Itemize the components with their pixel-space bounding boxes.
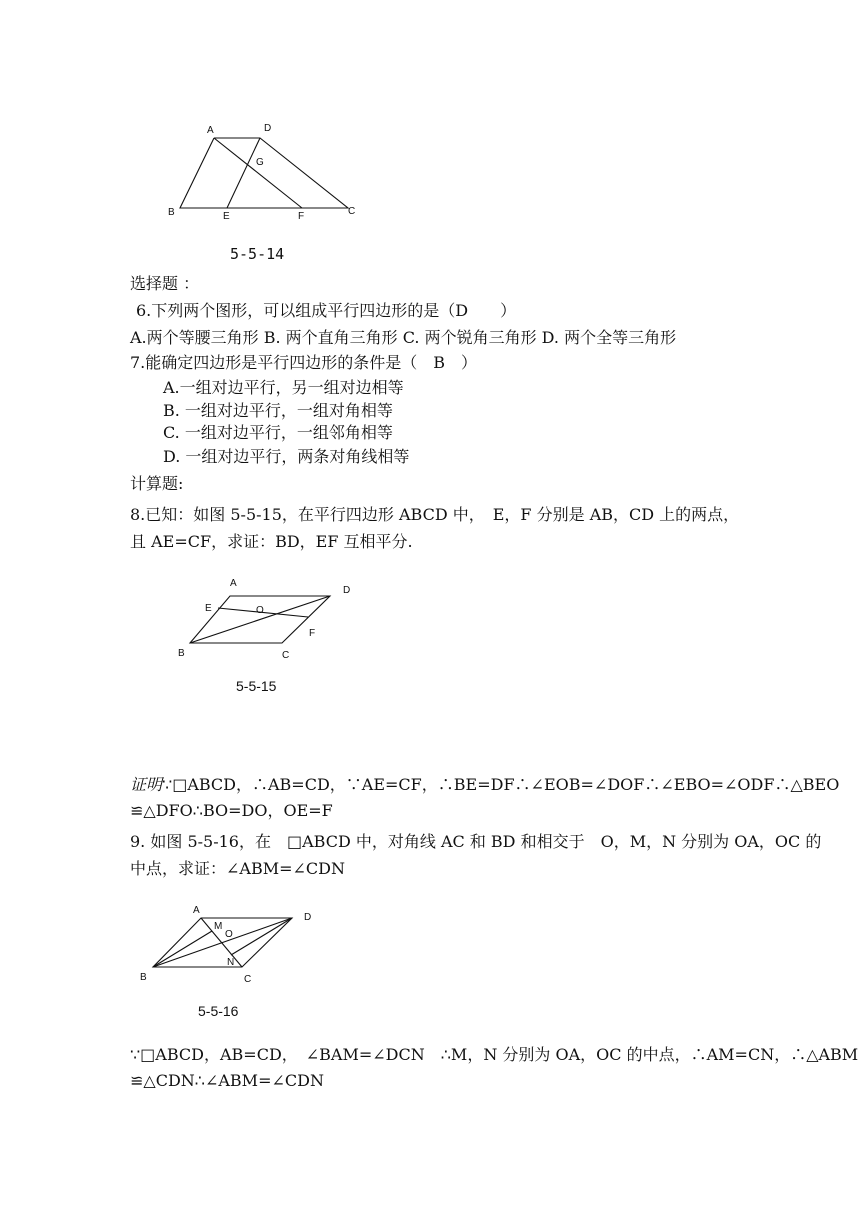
q9-line-2: 中点，求证：∠ABM=∠CDN bbox=[130, 859, 345, 878]
figure-5-5-14 bbox=[160, 115, 370, 225]
fig16-label-d: D bbox=[304, 912, 312, 923]
proof-lead: 证明 bbox=[130, 775, 163, 794]
fig14-label-a: A bbox=[207, 125, 214, 136]
fig16-label-m: M bbox=[214, 921, 223, 932]
fig14-caption: 5-5-14 bbox=[230, 245, 285, 263]
fig16-label-n: N bbox=[227, 957, 235, 968]
section-calc-heading: 计算题: bbox=[130, 474, 184, 493]
q7-option-a: A.一组对边平行，另一组对边相等 bbox=[163, 378, 404, 397]
q6-stem: 6.下列两个图形，可以组成平行四边形的是（D ） bbox=[136, 301, 517, 320]
figure-5-5-15 bbox=[170, 572, 370, 662]
q7-option-c: C. 一组对边平行，一组邻角相等 bbox=[163, 423, 393, 442]
q8-proof-line-2: ≌△DFO∴BO=DO，OE=F bbox=[130, 801, 333, 820]
q7-option-d: D. 一组对边平行，两条对角线相等 bbox=[163, 447, 410, 466]
q9-proof-line-2: ≌△CDN∴∠ABM=∠CDN bbox=[130, 1071, 324, 1090]
q8-proof-line-1 bbox=[130, 774, 839, 796]
fig14-label-e: E bbox=[223, 211, 230, 222]
q9-proof-line-1: ∵□ABCD，AB=CD， ∠BAM=∠DCN ∴M，N 分别为 OA，OC 的中点，∴AM=CN，∴△ABM bbox=[130, 1045, 859, 1064]
fig16-label-c: C bbox=[244, 974, 252, 985]
fig15-label-f: F bbox=[309, 628, 316, 639]
fig14-label-c: C bbox=[348, 206, 356, 217]
q6-options: A.两个等腰三角形 B. 两个直角三角形 C. 两个锐角三角形 D. 两个全等三角形 bbox=[130, 328, 677, 347]
fig14-label-f: F bbox=[298, 211, 305, 222]
q7-option-b: B. 一组对边平行，一组对角相等 bbox=[163, 401, 393, 420]
figure-5-5-16 bbox=[130, 898, 330, 993]
fig14-label-d: D bbox=[264, 123, 272, 134]
fig15-caption: 5-5-15 bbox=[236, 678, 277, 694]
fig14-label-b: B bbox=[168, 207, 175, 218]
fig15-label-d: D bbox=[343, 585, 351, 596]
fig14-label-g: G bbox=[256, 157, 264, 168]
fig15-label-b: B bbox=[178, 648, 185, 659]
q9-line-1: 9. 如图 5-5-16，在 □ABCD 中，对角线 AC 和 BD 和相交于 O，M，N 分别为 OA，OC 的 bbox=[130, 832, 822, 851]
q8-line-2: 且 AE=CF，求证：BD，EF 互相平分. bbox=[130, 532, 413, 551]
fig15-label-e: E bbox=[205, 603, 212, 614]
q8-line-1: 8.已知：如图 5-5-15，在平行四边形 ABCD 中， E，F 分别是 AB，CD 上的两点， bbox=[130, 505, 740, 524]
fig16-label-a: A bbox=[193, 905, 200, 916]
fig16-label-b: B bbox=[140, 972, 147, 983]
fig15-label-a: A bbox=[230, 578, 237, 589]
fig15-label-c: C bbox=[282, 650, 290, 661]
fig16-caption: 5-5-16 bbox=[198, 1003, 239, 1019]
q7-stem: 7.能确定四边形是平行四边形的条件是（ B ） bbox=[130, 353, 478, 372]
q8-proof-text-1: ∵□ABCD，∴AB=CD，∵AE=CF，∴BE=DF∴∠EOB=∠DOF∴∠EBO=∠ODF∴△BEO bbox=[162, 775, 840, 794]
fig15-label-o: O bbox=[256, 605, 264, 616]
section-choice-heading: 选择题 ： bbox=[130, 274, 200, 293]
fig16-label-o: O bbox=[225, 929, 233, 940]
